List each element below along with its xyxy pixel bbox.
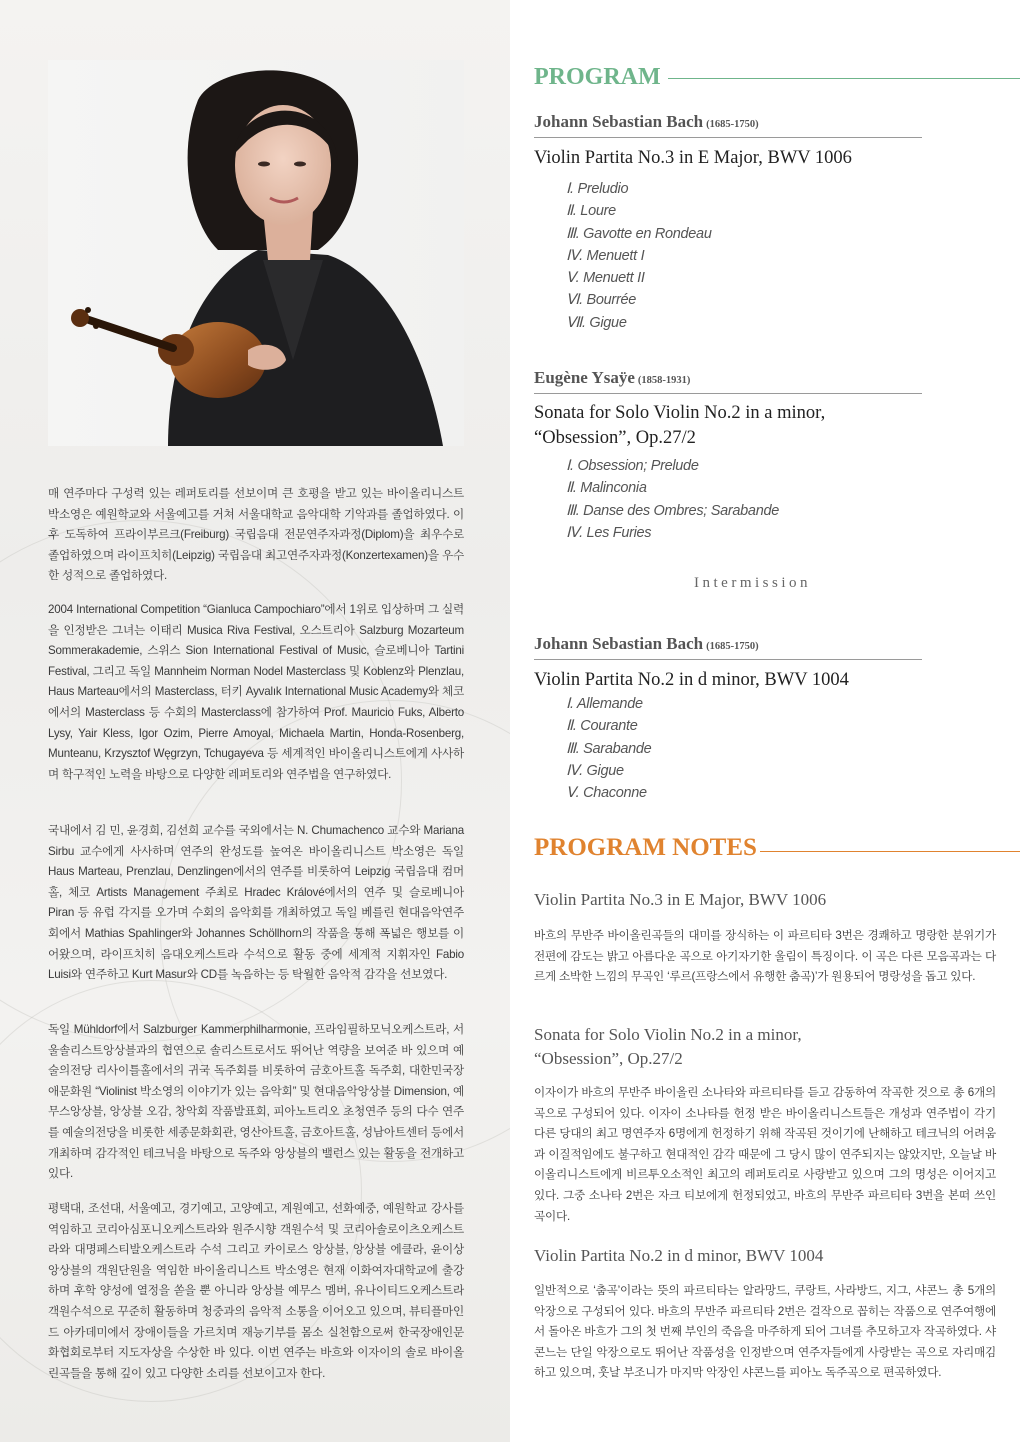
movement-title: . Obsession; Prelude (569, 458, 699, 474)
movement-title: . Menuett I (579, 247, 645, 264)
composer-rule (534, 659, 922, 660)
portrait-illustration (48, 60, 464, 446)
movement-number: Ⅳ (566, 524, 580, 541)
movement-number: Ⅱ (566, 203, 573, 220)
note-title-line: “Obsession”, Op.27/2 (534, 1049, 683, 1068)
composer-name-text: Johann Sebastian Bach (534, 634, 704, 653)
movement-number: Ⅵ (566, 292, 580, 309)
movement-item (566, 715, 651, 737)
movement-number: Ⅳ (566, 762, 580, 779)
work-title-line: Violin Partita No.2 in d minor, BWV 1004 (534, 670, 849, 690)
movement-number: Ⅰ (566, 458, 570, 474)
note-title (534, 1244, 823, 1268)
work-title-line: Violin Partita No.3 in E Major, BWV 1006 (534, 148, 852, 168)
movement-item (566, 312, 712, 334)
movement-list (566, 455, 779, 544)
movement-item (566, 267, 712, 289)
composer-name (534, 368, 690, 388)
movement-title: . Allemande (569, 696, 643, 712)
movement-number: Ⅳ (566, 247, 580, 264)
movement-number: Ⅱ (566, 480, 573, 497)
work-title (534, 668, 849, 693)
intermission-label: Intermission (694, 575, 811, 591)
biography-paragraph-4: 독일 Mühldorf에서 Salzburger Kammerphilharmonie, 프라임필하모닉오케스트라, 서울솔리스트앙상블과의 협연으로 솔리스트로서도 뛰어난 역량을 보여준 바 있으며 예술의전당 리사이틀홀에서의 귀국 독주회를 비롯하여 금호아트홀 독주회, 대한민국장애문화원 “Violinist 박소영의 이야기가 있는 음악회” 및 현대음악앙상블 Dimension, 예무스앙상블, 앙상블 오감, 창악회 작품발표회, 피아노트리오 초청연주 등의 다수 연주를 예술의전당을 비롯한 세종문화회관, 영산아트홀, 금호아트홀, 성남아트센터 등에서 개최하며 감각적인 테크닉을 바탕으로 독주와 앙상블의 밸런스 있는 활동을 전개하고 있다. (48, 1023, 464, 1181)
movement-title: . Courante (572, 718, 638, 735)
composer-name-text: Eugène Ysaÿe (534, 368, 635, 387)
biography-paragraph-1: 매 연주마다 구성력 있는 레퍼토리를 선보이며 큰 호평을 받고 있는 바이올리니스트 박소영은 예원학교와 서울예고를 거쳐 서울대학교 음악대학 기악과를 졸업하였다. 이후 도독하여 프라이부르크(Freiburg) 국립음대 전문연주자과정(Diplom)을 최우수로 졸업하였으며 라이프치히(Leipzig) 국립음대 최고연주자과정(Konzertexamen)을 우수한 성적으로 졸업하였다. (48, 487, 464, 583)
movement-item (566, 782, 651, 804)
composer-name (534, 634, 759, 654)
work-title (534, 401, 825, 451)
movement-title: . Malinconia (572, 480, 647, 497)
program-notes-heading: PROGRAM NOTES (534, 834, 757, 861)
movement-number: Ⅶ (566, 314, 582, 331)
movement-title: . Gigue (581, 314, 627, 331)
movement-title: . Les Furies (579, 524, 652, 541)
movement-item (566, 693, 651, 715)
movement-number: Ⅲ (566, 502, 576, 519)
movement-title: . Chaconne (575, 785, 647, 802)
movement-item (566, 760, 651, 782)
note-body: 바흐의 무반주 바이올린곡들의 대미를 장식하는 이 파르티타 3번은 경쾌하고 명랑한 분위기가 전편에 감도는 밝고 아름다운 곡으로 아기자기한 울림이 특징이다. 이 곡은 다른 모음곡과는 다르게 소박한 느낌의 무곡인 ‘루르(프랑스에서 유행한 춤곡)’가 원용되어 명랑성을 돕고 있다. (534, 929, 996, 984)
note-title (534, 888, 826, 912)
movement-item (566, 477, 779, 499)
composer-rule (534, 137, 922, 138)
work-title-line: “Obsession”, Op.27/2 (534, 428, 696, 448)
composer-name-text: Johann Sebastian Bach (534, 112, 704, 131)
note-title-line: Violin Partita No.2 in d minor, BWV 1004 (534, 1246, 824, 1265)
movement-title: . Preludio (569, 181, 629, 197)
movement-item (566, 289, 712, 311)
movement-title: . Danse des Ombres; Sarabande (575, 502, 779, 519)
movement-number: Ⅰ (566, 181, 570, 197)
movement-title: . Menuett II (575, 270, 645, 287)
movement-item (566, 223, 712, 245)
movement-item (566, 738, 651, 760)
composer-rule (534, 393, 922, 394)
movement-item (566, 178, 712, 200)
movement-title: . Bourrée (579, 292, 637, 309)
movement-title: . Gavotte en Rondeau (575, 225, 712, 242)
note-body: 일반적으로 ‘춤곡’이라는 뜻의 파르티타는 알라망드, 쿠랑트, 사라방드, 지그, 샤콘느 총 5개의 악장으로 구성되어 있다. 바흐의 무반주 파르티타 2번은 걸작으로 꼽히는 작품으로 연주여행에서 돌아온 바흐가 그의 첫 번째 부인의 죽음을 마주하게 되어 그녀를 추모하고자 작곡하였다. 샤콘느는 단일 악장으로도 뛰어난 작품성을 인정받으며 연주자들에게 사랑받는 곡으로 자리매김하고 있으며, 훗날 부조니가 마지막 악장인 샤콘느를 피아노 독주곡으로 편곡하였다. (534, 1284, 996, 1380)
movement-item (566, 200, 712, 222)
note-title-line: Sonata for Solo Violin No.2 in a minor, (534, 1025, 802, 1044)
composer-dates: (1685-1750) (706, 641, 759, 652)
movement-number: Ⅲ (566, 740, 576, 757)
movement-list (566, 178, 712, 334)
program-notes-heading-rule (760, 851, 1020, 852)
note-body: 이자이가 바흐의 무반주 바이올린 소나타와 파르티타를 듣고 감동하여 작곡한 것으로 총 6개의 곡으로 구성되어 있다. 이자이 소나타를 헌정 받은 바이올리니스트들은 개성과 연주법이 각기 다른 당대의 최고 명연주자 6명에게 헌정하기 위해 작곡된 것이기에 난해하고 테크닉의 어려움과 이질적임에도 불구하고 현대적인 감각 때문에 그 당시 많이 연주되지는 않았지만, 오늘날 바이올리니스트에게 비르투오소적인 최고의 레퍼토리로 사랑받고 있으며 그의 명성은 이어지고 있다. 그중 소나타 2번은 자크 티보에게 헌정되었고, 바흐의 무반주 파르티타 3번을 본떠 쓰인 곡이다. (534, 1086, 996, 1223)
movement-item (566, 455, 779, 477)
program-heading-rule (668, 78, 1020, 79)
work-title (534, 146, 852, 171)
biography-paragraph-3: 국내에서 김 민, 윤경희, 김선희 교수를 국외에서는 N. Chumachenco 교수와 Mariana Sirbu 교수에게 사사하며 연주의 완성도를 높여온 바이올리니스트 박소영은 독일 Haus Marteau, Prenzlau, Denzlingen에서의 연주를 비롯하여 Leipzig 국립음대 컴머홀, 체코 Artists Management 주최로 Hradec Králové에서의 연주 및 슬로베니아 Piran 등 유럽 각지를 오가며 수회의 음악회를 개최하였고 독일 베를린 현대음악연주회에서 Mathias Spahlinger와 Johannes Schöllhorn의 작품을 통해 폭넓은 행보를 이어왔으며, 라이프치히 음대오케스트라 수석으로 활동 중에 세계적 지휘자인 Fabio Luisi와 연주하고 Kurt Masur와 CD를 녹음하는 등 탁월한 음악적 감각을 선보였다. (48, 824, 464, 982)
movement-list (566, 693, 651, 804)
note-title-line: Violin Partita No.3 in E Major, BWV 1006 (534, 890, 827, 909)
program-heading: PROGRAM (534, 64, 661, 90)
movement-number: Ⅰ (566, 696, 570, 712)
note-title (534, 1023, 802, 1071)
movement-title: . Gigue (579, 762, 624, 779)
composer-dates: (1685-1750) (706, 119, 759, 130)
movement-title: . Sarabande (575, 740, 652, 757)
movement-number: Ⅱ (566, 718, 573, 735)
movement-item (566, 245, 712, 267)
violinist-portrait (48, 60, 464, 446)
movement-item (566, 522, 779, 544)
movement-number: Ⅴ (566, 270, 576, 287)
composer-dates: (1858-1931) (637, 375, 691, 386)
work-title-line: Sonata for Solo Violin No.2 in a minor, (534, 403, 826, 423)
movement-title: . Loure (572, 203, 616, 220)
biography-paragraph-5: 평택대, 조선대, 서울예고, 경기예고, 고양예고, 계원예고, 선화예중, 예원학교 강사를 역임하고 코리아심포니오케스트라와 원주시향 객원수석 및 코리아솔로이츠오케스트라와 대명페스티발오케스트라 수석 그리고 카이로스 앙상블, 앙상블 에클라, 윤이상 앙상블의 객원단원을 역임한 바이올리니스트 박소영은 현재 이화여자대학교에 출강하며 후학 양성에 열정을 쏟을 뿐 아니라 앙상블 예무스 멤버, 유나이티드오케스트라 객원수석으로 꾸준히 활동하며 청중과의 음악적 소통을 이어오고 있으며, 뷰티플마인드 아카데미에서 장애이들을 가르치며 재능기부를 몸소 실천함으로써 한국장애인문화협회로부터 지도자상을 수상한 바 있다. 이번 연주는 바흐와 이자이의 솔로 바이올린곡들을 통해 깊이 있고 다양한 소리를 선보이고자 한다. (48, 1202, 464, 1380)
movement-number: Ⅲ (566, 225, 576, 242)
movement-number: Ⅴ (566, 785, 576, 802)
composer-name (534, 112, 759, 132)
biography-paragraph-2: 2004 International Competition “Gianluca Campochiaro”에서 1위로 입상하며 그 실력을 인정받은 그녀는 이태리 Musica Riva Festival, 오스트리아 Salzburg Mozarteum Sommerakademie, 스위스 Sion International Festival of Music, 슬로베니아 Tartini Festival, 그리고 독일 Mannheim Norman Nodel Masterclass 및 Koblenz와 Plenzlau, Haus Marteau에서의 Masterclass, 터키 Ayvalık International Music Academy와 체코에서의 Masterclass 등 수회의 Masterclass에 참가하여 Prof. Mauricio Fuks, Alberto Lysy, Yair Kless, Igor Ozim, Pierre Amoyal, Michaela Martin, Honda-Rosenberg, Munteanu, Krzysztof Węgrzyn, Tchugayeva 등 세계적인 바이올리니스트에게 사사하며 학구적인 노력을 바탕으로 다양한 레퍼토리와 연주법을 연구하였다. (48, 603, 464, 781)
movement-item (566, 500, 779, 522)
